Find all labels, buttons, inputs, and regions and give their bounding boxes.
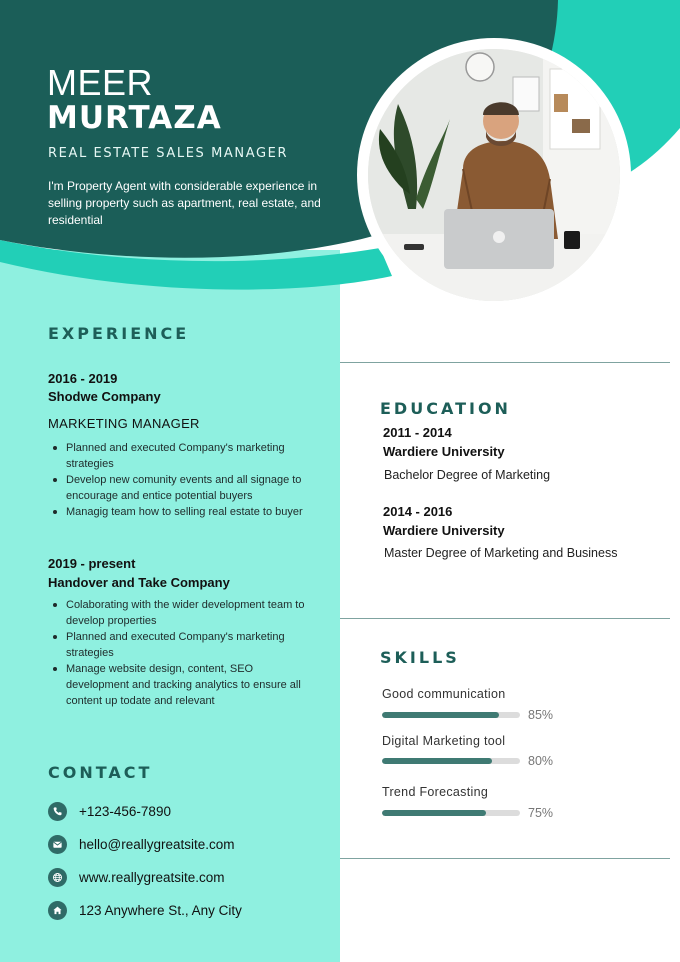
skill-2-bar: [382, 758, 520, 764]
skill-3-bar: [382, 810, 520, 816]
divider: [340, 362, 670, 363]
education-2-degree: Master Degree of Marketing and Business: [384, 546, 618, 560]
home-icon: [48, 901, 67, 920]
profile-summary: I'm Property Agent with considerable experience in selling property such as apartment, real estate, and residential: [48, 179, 321, 227]
skills-heading: SKILLS: [380, 648, 460, 667]
skill-3-percent: 75%: [528, 806, 554, 820]
contact-address[interactable]: [48, 899, 242, 921]
education-heading: EDUCATION: [380, 399, 511, 418]
education-2-school: Wardiere University: [383, 523, 505, 538]
skill-3-bar-fill: [382, 810, 486, 816]
profile-photo: [368, 49, 620, 301]
contact-email[interactable]: [48, 833, 235, 855]
job-1-company: Shodwe Company: [48, 389, 161, 404]
contact-email-text: hello@reallygreatsite.com: [79, 836, 235, 852]
contact-phone-text: +123-456-7890: [79, 803, 171, 819]
education-2-dates: 2014 - 2016: [383, 504, 453, 519]
job-1-role: MARKETING MANAGER: [48, 416, 200, 431]
last-name: MURTAZA: [47, 100, 222, 136]
job-1-bullets: [48, 440, 318, 520]
job-2-company: Handover and Take Company: [48, 575, 230, 590]
profile-photo-illustration: [368, 49, 620, 301]
education-1-dates: 2011 - 2014: [383, 425, 452, 440]
first-name: MEER: [47, 62, 154, 103]
list-item: Develop new comunity events and all signage to encourage and entice potential buyers: [48, 472, 318, 504]
skill-1-bar-fill: [382, 712, 499, 718]
contact-phone[interactable]: [48, 800, 171, 822]
job-1-dates: 2016 - 2019: [48, 371, 118, 386]
education-1-school: Wardiere University: [383, 444, 505, 459]
list-item: Managig team how to selling real estate to buyer: [48, 504, 318, 520]
list-item: Planned and executed Company's marketing strategies: [48, 440, 318, 472]
contact-website[interactable]: [48, 866, 225, 888]
list-item: Manage website design, content, SEO development and tracking analytics to ensure all content up todate and relevant: [48, 661, 318, 709]
divider: [340, 618, 670, 619]
skill-2-name: Digital Marketing tool: [382, 734, 506, 748]
divider: [340, 858, 670, 859]
skill-1-name: Good communication: [382, 687, 506, 701]
list-item: Colaborating with the wider development team to develop properties: [48, 597, 318, 629]
skill-1-bar: [382, 712, 520, 718]
skill-3-name: Trend Forecasting: [382, 785, 489, 799]
skill-2-percent: 80%: [528, 754, 554, 768]
job-title: REAL ESTATE SALES MANAGER: [48, 146, 289, 161]
contact-website-text: www.reallygreatsite.com: [79, 869, 225, 885]
job-2-bullets: [48, 597, 318, 709]
skill-2-bar-fill: [382, 758, 492, 764]
skill-1-percent: 85%: [528, 708, 554, 722]
globe-icon: [48, 868, 67, 887]
phone-icon: [48, 802, 67, 821]
mail-icon: [48, 835, 67, 854]
contact-address-text: 123 Anywhere St., Any City: [79, 902, 242, 918]
contact-heading: CONTACT: [48, 763, 153, 782]
experience-heading: EXPERIENCE: [48, 324, 190, 343]
list-item: Planned and executed Company's marketing strategies: [48, 629, 318, 661]
education-1-degree: Bachelor Degree of Marketing: [384, 468, 551, 482]
job-2-dates: 2019 - present: [48, 556, 136, 571]
